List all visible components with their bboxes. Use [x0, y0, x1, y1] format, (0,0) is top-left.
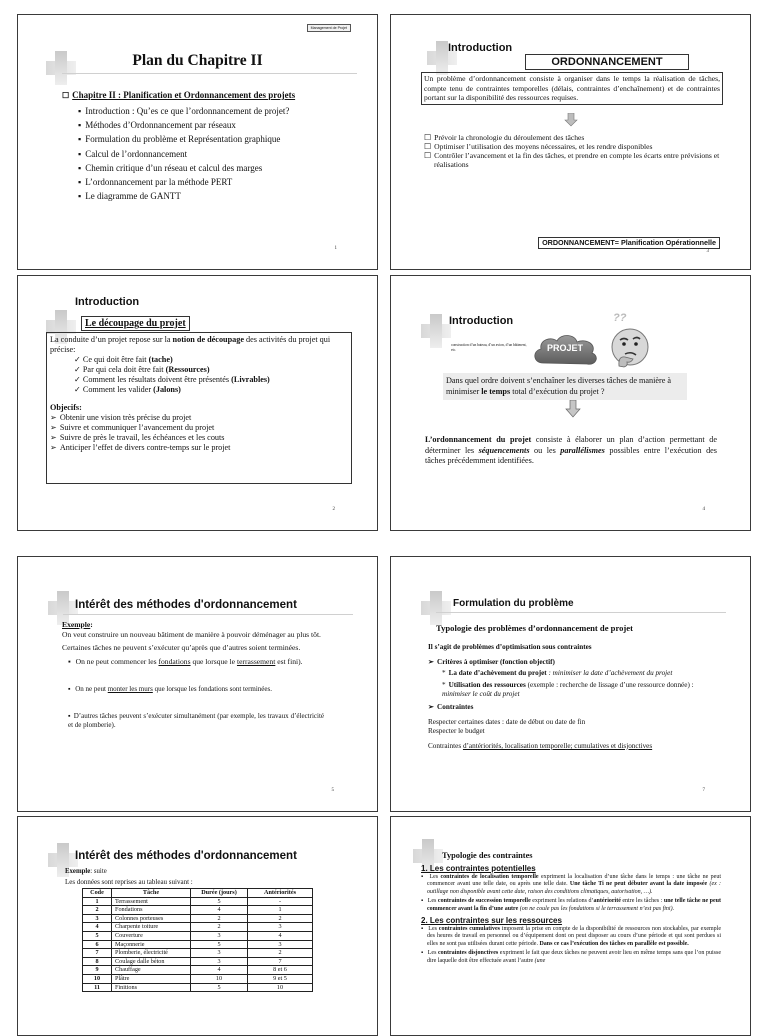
- paragraph: Certaines tâches ne peuvent s’exécuter qu’après que d’autres soient terminées.: [62, 643, 301, 653]
- chapter-heading: ☐ Chapitre II : Planification et Ordonnancement des projets: [62, 90, 295, 100]
- table-row: [83, 966, 313, 975]
- slide-subtitle: Typologie des problèmes d’ordonnancement de projet: [436, 623, 633, 633]
- objective-item: ➢ Suivre et communiquer l’avancement du projet: [50, 423, 348, 433]
- table-cell: Charpente toiture: [112, 923, 191, 932]
- definition-box: Un problème d’ordonnancement consiste à organiser dans le temps la réalisation de tâches, compte tenu de contraintes temporelles (délais, contraintes d’enchaînement) et de contraintes portant sur la disponibilité des ressources requises.: [421, 72, 723, 105]
- plan-item: ▪ Calcul de l’ordonnancement: [78, 147, 289, 161]
- column-header: Tâche: [112, 889, 191, 898]
- section-heading: 2. Les contraintes sur les ressources: [421, 916, 562, 925]
- table-row: [83, 974, 313, 983]
- table-cell: 9 et 5: [248, 974, 313, 983]
- table-row: [83, 940, 313, 949]
- table-cell: 3: [191, 957, 248, 966]
- paragraph: On veut construire un nouveau bâtiment de manière à pouvoir déménager au plus tôt.: [62, 629, 321, 639]
- objective-item: ☐ Contrôler l’avancement et la fin des tâches, et prendre en compte les écarts entre prévisions et réalisations: [424, 151, 724, 169]
- table-cell: 7: [248, 957, 313, 966]
- table-cell: 4: [191, 966, 248, 975]
- page-number: 2: [332, 507, 335, 512]
- table-row: [83, 906, 313, 915]
- plan-item: ▪ Méthodes d’Ordonnancement par réseaux: [78, 118, 289, 132]
- paragraph: ▪ Les contraintes de succession temporelle expriment les relations d’antériorité entre les tâches : une telle tâche ne peut commencer avant la fin d’une autre (on ne coule pas les fondations si le terrassement n’est pas fini).: [421, 898, 721, 913]
- table-cell: 2: [248, 949, 313, 958]
- constraints-heading: ➢ Contraintes: [428, 703, 718, 712]
- constraint-line: Respecter certaines dates : date de début ou date de fin: [428, 718, 586, 727]
- slide-projet-question: [390, 275, 751, 531]
- down-arrow-icon: [564, 113, 578, 132]
- table-cell: 10: [248, 983, 313, 992]
- lead-line: Il s’agit de problèmes d’optimisation sous contraintes: [428, 643, 592, 651]
- objective-item: ☐ Optimiser l’utilisation des moyens nécessaires, et les rendre disponibles: [424, 142, 724, 151]
- table-cell: Coulage dalle béton: [112, 957, 191, 966]
- example-label: Exemple:: [62, 620, 93, 629]
- column-header: Durée (jours): [191, 889, 248, 898]
- page-number: 3: [706, 249, 709, 254]
- question-marks: ??: [613, 312, 627, 324]
- intro-heading: Introduction: [449, 315, 514, 327]
- slide-title: Plan du Chapitre II: [132, 52, 263, 69]
- small-note: construction d’un bateau, d’un avion, d’un bâtiment, etc.: [451, 343, 527, 352]
- table-cell: 2: [248, 914, 313, 923]
- table-cell: 3: [191, 931, 248, 940]
- check-list: [50, 355, 348, 395]
- down-arrow-icon: [565, 400, 581, 423]
- plan-list: [78, 104, 289, 203]
- title-underline: [436, 612, 726, 613]
- table-cell: 4: [83, 923, 112, 932]
- content-box: [46, 332, 352, 484]
- page-number: 7: [702, 788, 705, 793]
- objectives-title: Objecifs:: [50, 403, 82, 412]
- page-number: 1: [334, 246, 337, 251]
- constraint-line: Respecter le budget: [428, 727, 485, 736]
- table-cell: 2: [83, 906, 112, 915]
- check-item: ✓ Comment les résultats doivent être présentés (Livrables): [74, 375, 348, 385]
- section-heading: 1. Les contraintes potentielles: [421, 864, 536, 873]
- criteria-heading: ➢ Critères à optimiser (fonction objectif): [428, 658, 718, 667]
- paragraph: ▪ Les contraintes cumulatives imposent la prise en compte de la disponibilité de ressources non stockables, par exemple des heures de travail en personnel ou d’équipement dont on peut disposer au cours d’une période et qui sont perdues si elles ne sont pas utilisées durant cette période. Dans ce cas l’exécution des tâches en parallèle est possible.: [421, 926, 721, 949]
- slide-title: Intérêt des méthodes d'ordonnancement: [75, 599, 297, 611]
- table-row: [83, 949, 313, 958]
- column-header: Antériorités: [248, 889, 313, 898]
- table-row: [83, 983, 313, 992]
- table-cell: 7: [83, 949, 112, 958]
- slide-interet-methodes-suite: [17, 816, 378, 1036]
- table-cell: 2: [191, 923, 248, 932]
- plan-item: ▪ Introduction : Qu’es ce que l’ordonnancement de projet?: [78, 104, 289, 118]
- table-cell: Chauffage: [112, 966, 191, 975]
- plan-item: ▪ Formulation du problème et Représentation graphique: [78, 132, 289, 146]
- table-cell: 3: [248, 940, 313, 949]
- objective-item: ➢ Suivre de près le travail, les échéances et les couts: [50, 433, 348, 443]
- criteria-item: * Utilisation des ressources (exemple : recherche de lissage d’une ressource donnée) : minimiser le coût du projet: [442, 680, 694, 698]
- slide-formulation-probleme: [390, 556, 751, 812]
- table-row: [83, 897, 313, 906]
- plan-item: ▪ L’ordonnancement par la méthode PERT: [78, 175, 289, 189]
- slide-title: Intérêt des méthodes d'ordonnancement: [75, 850, 297, 862]
- ordonnancement-banner: ORDONNANCEMENT: [525, 54, 689, 70]
- slide-body: [421, 865, 721, 965]
- title-underline: [62, 73, 357, 74]
- paragraph: ▪ Les contraintes de localisation temporelle expriment la localisation d’une tâche dans le temps : une tâche ne peut commencer avant une telle date, ou après une telle date. Une tâche Ti ne peut débuter avant la date imposée (ex : outillage non disponible avant cette date, raison des conditions climatiques, autorisation, …).: [421, 874, 721, 897]
- table-cell: 3: [83, 914, 112, 923]
- lead-paragraph: La conduite d’un projet repose sur la notion de découpage des activités du projet qui précise:: [50, 335, 331, 354]
- slide-body: [428, 643, 718, 751]
- bullet-item: ▪ On ne peut commencer les fondations que lorsque le terrassement est fini).: [62, 657, 324, 667]
- table-cell: 9: [83, 966, 112, 975]
- table-cell: 2: [191, 914, 248, 923]
- slide-interet-methodes: [17, 556, 378, 812]
- table-cell: 1: [248, 906, 313, 915]
- table-cell: 4: [191, 906, 248, 915]
- title-underline: [63, 614, 353, 615]
- table-cell: 4: [248, 931, 313, 940]
- table-header-row: [83, 889, 313, 898]
- table-cell: 5: [83, 931, 112, 940]
- intro-heading: Introduction: [75, 296, 140, 308]
- table-cell: 11: [83, 983, 112, 992]
- table-row: [83, 931, 313, 940]
- criteria-item: * La date d’achèvement du projet : minimiser la date d’achèvement du projet: [442, 669, 673, 678]
- table-cell: Plomberie, électricité: [112, 949, 191, 958]
- slide-title: Formulation du problème: [453, 598, 574, 609]
- table-cell: 5: [191, 940, 248, 949]
- objective-item: ➢ Obtenir une vision très précise du projet: [50, 413, 348, 423]
- tasks-table-body: [83, 897, 313, 992]
- table-row: [83, 957, 313, 966]
- plan-item: ▪ Chemin critique d’un réseau et calcul des marges: [78, 161, 289, 175]
- paragraph: ▪ Les contraintes disjonctives expriment le fait que deux tâches ne peuvent avoir lieu en même temps sans que l’on puisse dire laquelle doit être effectuée avant l’autre (une: [421, 950, 721, 965]
- table-cell: 3: [191, 949, 248, 958]
- table-cell: Terrassement: [112, 897, 191, 906]
- subtitle-box: Le découpage du projet: [81, 316, 190, 331]
- objective-item: ☐ Prévoir la chronologie du déroulement des tâches: [424, 133, 724, 142]
- table-cell: Fondations: [112, 906, 191, 915]
- slide-body: [62, 620, 324, 730]
- table-cell: 5: [191, 897, 248, 906]
- constraint-line: Contraintes d’antériorités, localisation temporelle; cumulatives et disjonctives: [428, 741, 653, 750]
- check-item: ✓ Comment les valider (Jalons): [74, 385, 348, 395]
- slide-plan-chapitre: [17, 14, 378, 270]
- footer-banner: ORDONNANCEMENT= Planification Opérationnelle: [538, 237, 720, 249]
- slide-typologie-contraintes: [390, 816, 751, 1036]
- decoration-icon: [421, 591, 455, 625]
- page-number: 4: [702, 507, 705, 512]
- check-item: ✓ Par qui cela doit être fait (Ressources): [74, 365, 348, 375]
- tasks-table: [82, 888, 313, 992]
- check-item: ✓ Ce qui doit être fait (tache): [74, 355, 348, 365]
- table-cell: 1: [83, 897, 112, 906]
- slide-tag: Management de Projet: [307, 24, 351, 32]
- table-cell: 6: [83, 940, 112, 949]
- table-cell: 8: [83, 957, 112, 966]
- cloud-label: PROJET: [546, 343, 583, 353]
- question-box: Dans quel ordre doivent s’enchaîner les diverses tâches de manière à minimiser le temps total d’exécution du projet ?: [443, 373, 687, 400]
- slide-introduction-ordonnancement: [390, 14, 751, 270]
- table-cell: 8 et 6: [248, 966, 313, 975]
- slide-decoupage-projet: [17, 275, 378, 531]
- objectives-list: [424, 133, 724, 169]
- table-cell: 10: [191, 974, 248, 983]
- checkbox-icon: [62, 90, 72, 100]
- table-cell: Colonnes porteuses: [112, 914, 191, 923]
- table-cell: 3: [248, 923, 313, 932]
- bullet-item: ▪ On ne peut monter les murs que lorsque les fondations sont terminées.: [62, 685, 324, 695]
- table-cell: Couverture: [112, 931, 191, 940]
- column-header: Code: [83, 889, 112, 898]
- table-row: [83, 914, 313, 923]
- example-line: Exemple: suite: [65, 868, 107, 875]
- table-cell: 5: [191, 983, 248, 992]
- table-cell: Maçonnerie: [112, 940, 191, 949]
- table-cell: 10: [83, 974, 112, 983]
- table-cell: Plâtre: [112, 974, 191, 983]
- answer-paragraph: L’ordonnancement du projet consiste à élaborer un plan d’action permettant de déterminer les séquencements ou les parallélismes possibles entre l’exécution des tâches précédemment identifiées.: [425, 435, 717, 466]
- objective-item: ➢ Anticiper l’effet de divers contre-temps sur le projet: [50, 443, 348, 453]
- bullet-item: ▪ D’autres tâches peuvent s’exécuter simultanément (par exemple, les travaux d’électricité et de plomberie).: [62, 712, 324, 730]
- thinking-face-icon: [609, 326, 651, 373]
- table-lead: Les données sont reprises au tableau suivant :: [65, 878, 193, 886]
- intro-heading: Introduction: [448, 42, 513, 54]
- page-number: 5: [331, 788, 334, 793]
- plan-item: ▪ Le diagramme de GANTT: [78, 189, 289, 203]
- table-cell: Finitions: [112, 983, 191, 992]
- table-cell: -: [248, 897, 313, 906]
- table-row: [83, 923, 313, 932]
- slide-title: Typologie des contraintes: [442, 851, 533, 860]
